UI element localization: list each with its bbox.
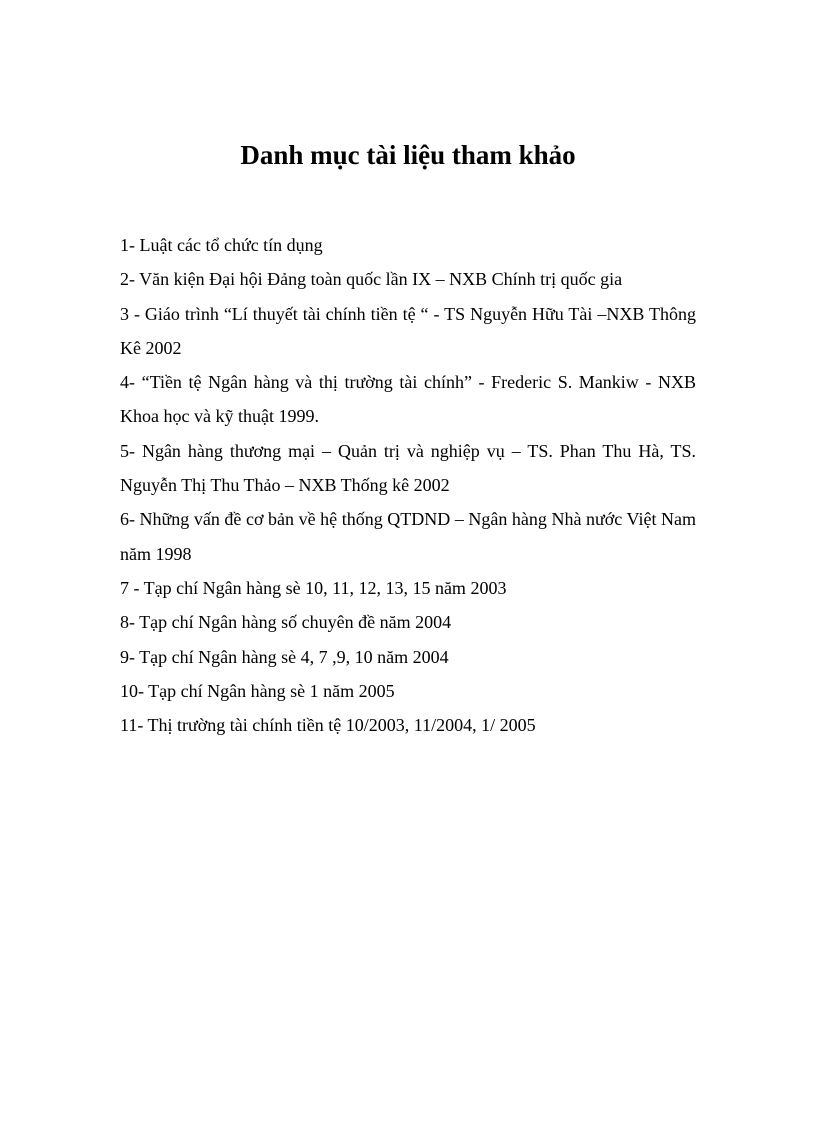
reference-item: 3 - Giáo trình “Lí thuyết tài chính tiền tệ “ - TS Nguyễn Hữu Tài –NXB Thông Kê 2002 — [120, 303, 696, 358]
reference-item: 7 - Tạp chí Ngân hàng sè 10, 11, 12, 13, 15 năm 2003 — [120, 577, 507, 598]
reference-item: 9- Tạp chí Ngân hàng sè 4, 7 ,9, 10 năm 2004 — [120, 646, 449, 667]
reference-item: 1- Luật các tổ chức tín dụng — [120, 235, 323, 255]
reference-item: 2- Văn kiện Đại hội Đảng toàn quốc lần IX – NXB Chính trị quốc gia — [120, 269, 623, 290]
reference-item: 4- “Tiền tệ Ngân hàng và thị trường tài chính” - Frederic S. Mankiw - NXB Khoa học và kỹ thuật 1999. — [120, 372, 696, 427]
reference-list — [120, 228, 696, 742]
reference-item: 10- Tạp chí Ngân hàng sè 1 năm 2005 — [120, 680, 395, 701]
reference-item: 6- Những vấn đề cơ bản về hệ thống QTDND – Ngân hàng Nhà nước Việt Nam năm 1998 — [120, 509, 696, 564]
reference-item: 11- Thị trường tài chính tiền tệ 10/2003, 11/2004, 1/ 2005 — [120, 715, 536, 736]
reference-item: 5- Ngân hàng thương mại – Quản trị và nghiệp vụ – TS. Phan Thu Hà, TS. Nguyễn Thị Thu Thảo – NXB Thống kê 2002 — [120, 440, 696, 496]
reference-item: 8- Tạp chí Ngân hàng số chuyên đề năm 2004 — [120, 612, 452, 633]
page-title: Danh mục tài liệu tham khảo — [240, 140, 576, 170]
